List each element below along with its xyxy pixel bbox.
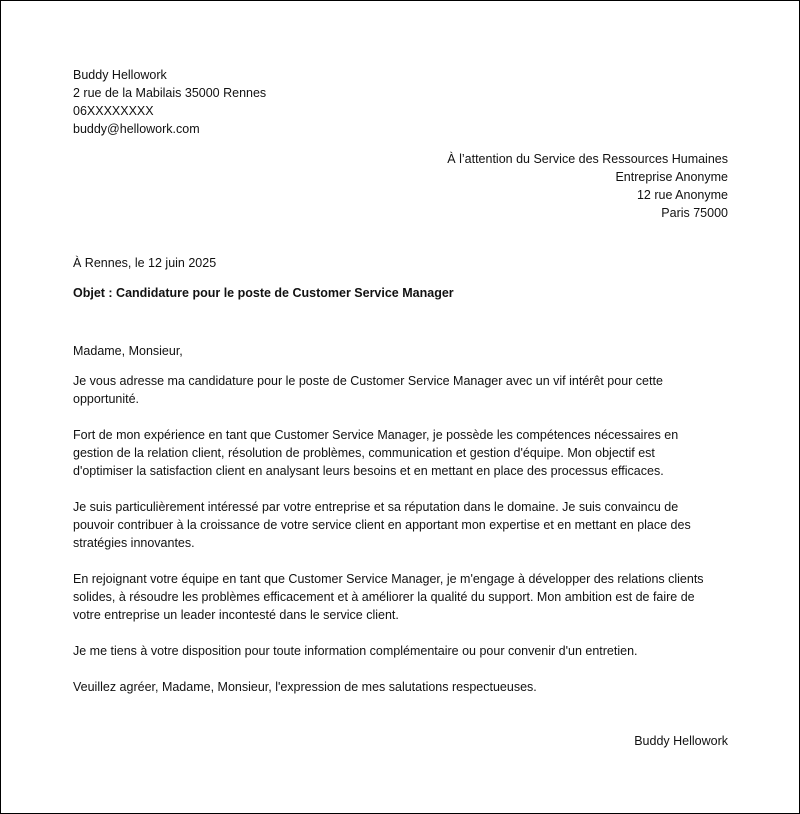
recipient-company: Entreprise Anonyme xyxy=(615,170,728,184)
paragraph-line: stratégies innovantes. xyxy=(73,536,195,550)
paragraph-line: Je suis particulièrement intéressé par votre entreprise et sa réputation dans le domaine. Je suis convaincu de xyxy=(73,500,679,514)
paragraph-line: solides, à résoudre les problèmes efficacement et à améliorer la qualité du support. Mon ambition est de faire de xyxy=(73,590,695,604)
paragraph-line: pouvoir contribuer à la croissance de votre service client en apportant mon expertise et en mettant en place des xyxy=(73,518,691,532)
letter-body xyxy=(73,372,728,696)
body-paragraph xyxy=(73,642,728,660)
recipient-street: 12 rue Anonyme xyxy=(636,188,728,202)
body-paragraph xyxy=(73,426,728,480)
closing-paragraph xyxy=(73,678,728,696)
paragraph-line: En rejoignant votre équipe en tant que Customer Service Manager, je m'engage à développer des relations clients xyxy=(73,572,704,586)
date-line: À Rennes, le 12 juin 2025 xyxy=(73,256,217,270)
body-paragraph xyxy=(73,372,728,408)
sender-name: Buddy Hellowork xyxy=(73,68,167,82)
paragraph-line: Fort de mon expérience en tant que Customer Service Manager, je possède les compétences nécessaires en xyxy=(73,428,679,442)
body-paragraph xyxy=(73,570,728,624)
paragraph-line: opportunité. xyxy=(73,392,140,406)
salutation: Madame, Monsieur, xyxy=(73,344,183,358)
sender-phone: 06XXXXXXXX xyxy=(73,104,154,118)
subject-line: Objet : Candidature pour le poste de Customer Service Manager xyxy=(73,286,454,300)
paragraph-line: gestion de la relation client, résolution de problèmes, communication et gestion d'équipe. Mon objectif est xyxy=(73,446,655,460)
paragraph-line: Veuillez agréer, Madame, Monsieur, l'expression de mes salutations respectueuses. xyxy=(73,680,537,694)
recipient-attention: À l’attention du Service des Ressources Humaines xyxy=(447,152,728,166)
paragraph-line: Je me tiens à votre disposition pour toute information complémentaire ou pour convenir d'un entretien. xyxy=(73,644,638,658)
paragraph-line: votre entreprise un leader incontesté dans le service client. xyxy=(73,608,399,622)
paragraph-line: Je vous adresse ma candidature pour le poste de Customer Service Manager avec un vif intérêt pour cette xyxy=(73,374,663,388)
sender-address: 2 rue de la Mabilais 35000 Rennes xyxy=(73,86,267,100)
signature: Buddy Hellowork xyxy=(634,734,728,748)
sender-email: buddy@hellowork.com xyxy=(73,122,200,136)
recipient-block xyxy=(73,150,728,222)
body-paragraph xyxy=(73,498,728,552)
sender-block xyxy=(73,66,728,138)
letter-content xyxy=(73,66,728,750)
paragraph-line: d'optimiser la satisfaction client en analysant leurs besoins et en mettant en place des processus efficaces. xyxy=(73,464,664,478)
recipient-city: Paris 75000 xyxy=(661,206,728,220)
